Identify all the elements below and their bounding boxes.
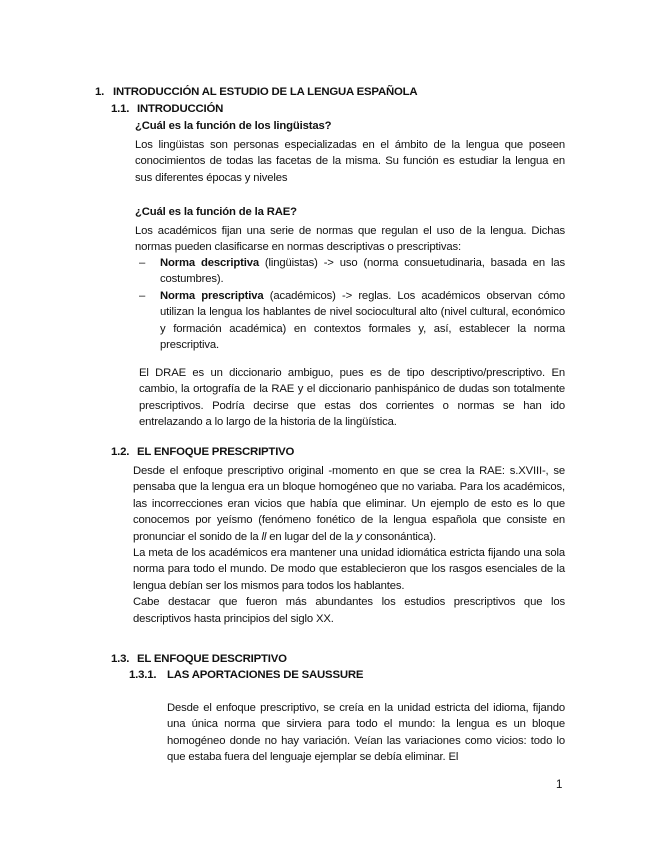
section-1-3-1-title: LAS APORTACIONES DE SAUSSURE <box>167 669 364 681</box>
paragraph-linguists-text: Los lingüistas son personas especializadas en el ámbito de la lengua que poseen conocimientos de todas las facetas de la misma. Su función es estudiar la lengua en sus diferentes épocas y niveles <box>135 139 565 184</box>
paragraph-prescriptive-ll: ll <box>261 530 267 543</box>
norm-description: (académicos) -> reglas. Los académicos observan cómo utilizan la lengua los hablantes de nivel sociocultural alto (nivel cultural, económico y formación académica) en contextos formales y, así, establecer la norma prescriptiva. <box>160 289 565 352</box>
heading-1-number: 1. <box>95 86 105 98</box>
paragraph-prescriptive-text-c: consonántica). <box>361 530 437 543</box>
paragraph-goal: La meta de los académicos era mantener una unidad idiomática estricta fijando una sola norma para todo el mundo. De modo que establecieron que los rasgos esenciales de la lengua debían ser los mismos para todos los hablantes. <box>133 547 565 592</box>
paragraph-saussure-text: Desde el enfoque prescriptivo, se creía en la unidad estricta del idioma, fijando una única norma que sirviera para todo el mundo: la lengua es un bloque homogéneo donde no hay variación. Veían las variaciones como vicios: todo lo que estaba fuera del lenguaje ejemplar se debía eliminar. El <box>167 702 565 764</box>
section-1-1-title: INTRODUCCIÓN <box>137 103 224 115</box>
paragraph-drae <box>139 365 565 431</box>
norm-term: Norma descriptiva <box>160 257 259 269</box>
list-item <box>139 255 565 288</box>
list-dash: – <box>139 257 146 269</box>
section-1-3-1-number: 1.3.1. <box>129 669 157 681</box>
section-1-1-heading <box>111 103 223 115</box>
question-linguists: ¿Cuál es la función de los lingüistas? <box>135 120 332 132</box>
paragraph-prescriptive-text-b: en lugar del de la <box>266 530 357 543</box>
paragraph-linguists <box>135 137 565 186</box>
section-1-2-body <box>133 463 565 627</box>
section-1-3-title: EL ENFOQUE DESCRIPTIVO <box>137 653 287 665</box>
section-1-3-number: 1.3. <box>111 653 130 665</box>
list-dash: – <box>139 289 146 302</box>
paragraph-rae <box>135 223 565 256</box>
section-1-2-title: EL ENFOQUE PRESCRIPTIVO <box>137 446 295 458</box>
list-item <box>139 288 565 354</box>
heading-1 <box>95 86 417 98</box>
heading-1-title: INTRODUCCIÓN AL ESTUDIO DE LA LENGUA ESPAÑOLA <box>113 86 418 98</box>
norms-list <box>139 255 565 353</box>
paragraph-prescriptive <box>133 463 565 545</box>
paragraph-prescriptive-text-a: Desde el enfoque prescriptivo original -momento en que se crea la RAE: s.XVIII-, se pensaba que la lengua era un bloque homogéneo que no variaba. Para los académicos, las incorrecciones eran vicios que había que eliminar. Un ejemplo de esto es lo que conocemos por yeísmo (fenómeno fonético de la lengua española que consiste en pronunciar el sonido de la <box>133 465 565 543</box>
paragraph-prescriptive-y: y <box>356 530 362 543</box>
page-number: 1 <box>556 779 563 791</box>
paragraph-saussure <box>167 700 565 766</box>
section-1-3-1-heading <box>129 669 363 681</box>
paragraph-note: Cabe destacar que fueron más abundantes los estudios prescriptivos que los descriptivos hasta principios del siglo XX. <box>133 596 565 625</box>
paragraph-rae-text: Los académicos fijan una serie de normas que regulan el uso de la lengua. Dichas normas pueden clasificarse en normas descriptivas o prescriptivas: <box>135 225 565 254</box>
question-rae: ¿Cuál es la función de la RAE? <box>135 206 297 218</box>
section-1-1-number: 1.1. <box>111 103 130 115</box>
norm-description: (lingüistas) -> uso (norma consuetudinaria, basada en las costumbres). <box>160 257 565 286</box>
norm-term: Norma prescriptiva <box>160 289 264 302</box>
section-1-2-number: 1.2. <box>111 446 130 458</box>
section-1-3-heading <box>111 653 287 665</box>
section-1-2-heading <box>111 446 294 458</box>
paragraph-drae-text: El DRAE es un diccionario ambiguo, pues es de tipo descriptivo/prescriptivo. En cambio, la ortografía de la RAE y el diccionario panhispánico de dudas son totalmente prescriptivos. Podría decirse que estas dos corrientes o normas se han ido entrelazando a lo largo de la historia de la lingüística. <box>139 367 565 429</box>
